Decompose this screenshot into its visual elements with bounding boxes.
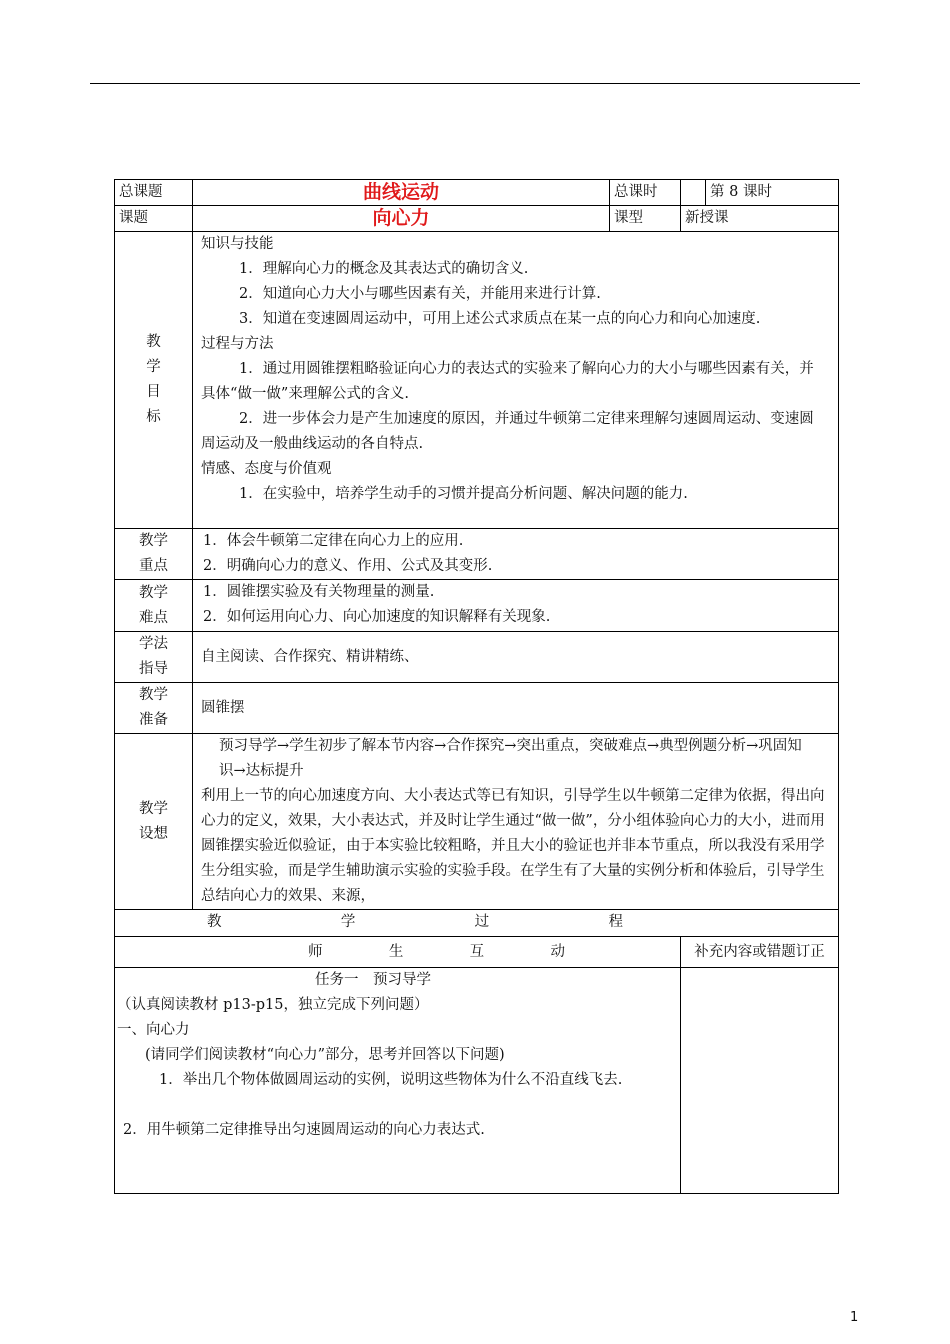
- task-question-1: 1．举出几个物体做圆周运动的实例，说明这些物体为什么不沿直线飞去.: [159, 1072, 623, 1088]
- objectives-content: [193, 232, 839, 529]
- preparation-label: 教学 准备: [115, 683, 193, 734]
- difficulties-content: [193, 580, 839, 632]
- objectives-section-title: 过程与方法: [201, 336, 274, 352]
- design-content: [193, 734, 839, 910]
- topic-value: 向心力: [193, 206, 610, 232]
- task-hint: (请同学们阅读教材“向心力”部分，思考并回答以下问题): [145, 1047, 505, 1063]
- lesson-plan-table: [114, 179, 839, 1194]
- interaction-header: 师 生 互 动: [115, 937, 681, 968]
- total-hours-label: 总课时: [610, 180, 681, 206]
- header-rule: [90, 83, 860, 84]
- objectives-label: 教 学 目 标: [115, 232, 193, 529]
- objective-item: 2．进一步体会力是产生加速度的原因，并通过牛顿第二定律来理解匀速圆周运动、变速圆周运动及一般曲线运动的各自特点.: [201, 411, 814, 452]
- total-hours-value: 第 8 课时: [706, 180, 839, 206]
- total-topic-value: 曲线运动: [193, 180, 610, 206]
- task-section: 一、向心力: [117, 1022, 190, 1038]
- objective-item: 1．理解向心力的概念及其表达式的确切含义.: [239, 261, 529, 277]
- total-topic-label: 总课题: [115, 180, 193, 206]
- type-label: 课型: [610, 206, 681, 232]
- topic-label: 课题: [115, 206, 193, 232]
- page-number: 1: [850, 1310, 859, 1325]
- design-text: 利用上一节的向心加速度方向、大小表达式等已有知识，引导学生以牛顿第二定律为依据，得出向心力的定义，效果，大小表达式，并及时让学生通过“做一做”，分小组体验向心力的大小，进而用圆锥摆实验近似验证，由于本实验比较粗略，并且大小的验证也并非本节重点，所以我没有采用学生分组实验，而是学生辅助演示实验的实验手段。在学生有了大量的实例分析和体验后，引导学生总结向心力的效果、来源，: [201, 788, 825, 904]
- task-question-2: 2．用牛顿第二定律推导出匀速圆周运动的向心力表达式.: [123, 1122, 485, 1138]
- objective-item: 1．通过用圆锥摆粗略验证向心力的表达式的实验来了解向心力的大小与哪些因素有关，并具体“做一做”来理解公式的含义.: [201, 361, 814, 402]
- key-point-item: 2．明确向心力的意义、作用、公式及其变形.: [203, 558, 493, 574]
- objective-item: 1．在实验中，培养学生动手的习惯并提高分析问题、解决问题的能力.: [239, 486, 688, 502]
- difficulty-item: 1．圆锥摆实验及有关物理量的测量.: [203, 584, 435, 600]
- notes-cell: [681, 968, 839, 1194]
- objectives-section-title: 知识与技能: [201, 236, 274, 252]
- difficulty-item: 2．如何运用向心力、向心加速度的知识解释有关现象.: [203, 609, 551, 625]
- type-value: 新授课: [681, 206, 839, 232]
- design-flow: 预习导学→学生初步了解本节内容→合作探究→突出重点，突破难点→典型例题分析→巩固知识→达标提升: [219, 738, 802, 779]
- task-instruction: （认真阅读教材 p13-p15，独立完成下列问题）: [117, 997, 429, 1013]
- key-points-content: [193, 529, 839, 580]
- key-point-item: 1．体会牛顿第二定律在向心力上的应用.: [203, 533, 464, 549]
- objective-item: 2．知道向心力大小与哪些因素有关，并能用来进行计算.: [239, 286, 601, 302]
- method-label: 学法 指导: [115, 632, 193, 683]
- key-points-label: 教学 重点: [115, 529, 193, 580]
- objective-item: 3．知道在变速圆周运动中，可用上述公式求质点在某一点的向心力和向心加速度.: [239, 311, 761, 327]
- task-title: 任务一 预习导学: [315, 972, 431, 988]
- design-label: 教学 设想: [115, 734, 193, 910]
- notes-header: 补充内容或错题订正: [681, 937, 839, 968]
- difficulties-label: 教学 难点: [115, 580, 193, 632]
- objectives-section-title: 情感、态度与价值观: [201, 461, 332, 477]
- task-content: [115, 968, 681, 1194]
- method-content: 自主阅读、合作探究、精讲精练、: [193, 632, 839, 683]
- process-title: 教 学 过 程: [115, 910, 839, 937]
- preparation-content: 圆锥摆: [193, 683, 839, 734]
